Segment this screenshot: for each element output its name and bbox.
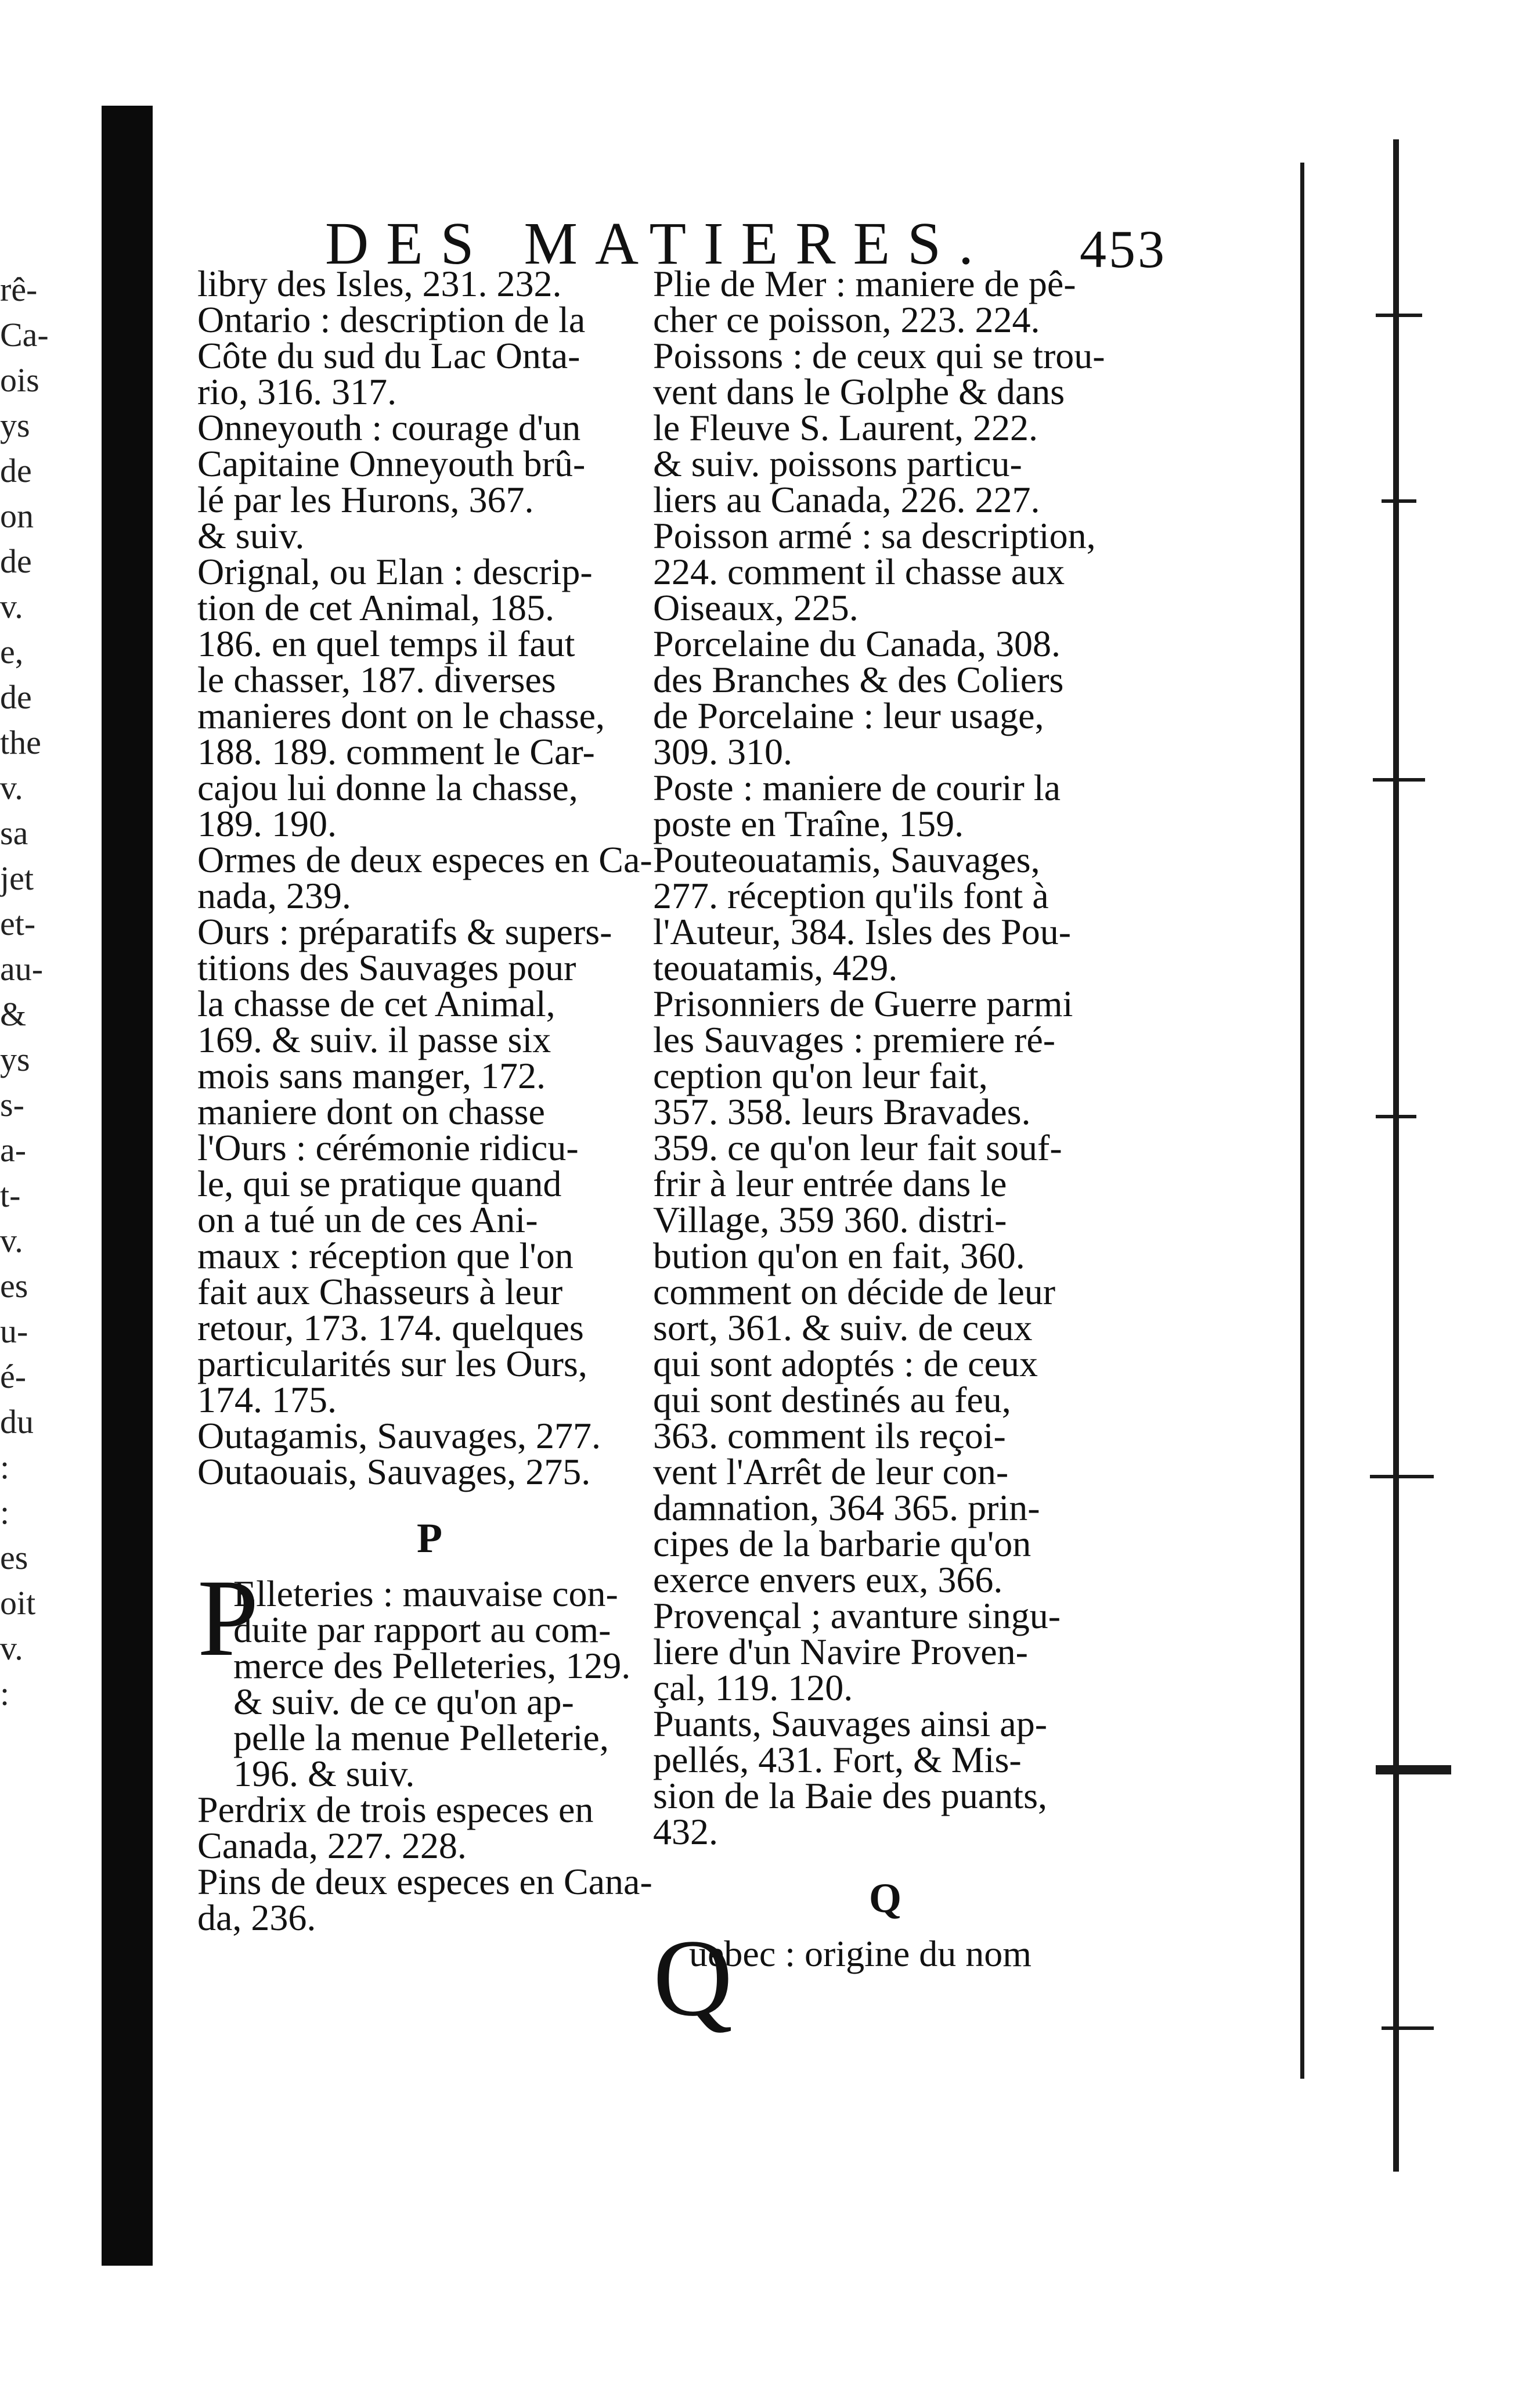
dropcap-entry <box>653 1917 1117 2039</box>
index-column-left <box>197 263 662 1938</box>
index-entry <box>653 623 1117 772</box>
entry-line: libry des Isles, 231. 232. <box>197 263 562 304</box>
edge-fragment: v. <box>0 588 23 625</box>
entry-line: l'Auteur, 384. Isles des Pou- <box>653 911 1071 952</box>
index-entry <box>197 1789 662 1866</box>
index-entry <box>653 839 1117 988</box>
entry-line: Puants, Sauvages ainsi ap- <box>653 1703 1047 1744</box>
index-entry <box>653 335 1117 520</box>
entry-line: damnation, 364 365. prin- <box>653 1487 1040 1528</box>
entry-line: Porcelaine du Canada, 308. <box>653 623 1061 664</box>
entry-line: Outagamis, Sauvages, 277. <box>197 1415 601 1456</box>
entry-line: 359. ce qu'on leur fait souf- <box>653 1127 1062 1168</box>
drop-capital: P <box>197 1557 259 1679</box>
entry-line: Perdrix de trois especes en <box>197 1789 594 1830</box>
index-entry <box>197 1451 662 1492</box>
entry-line: teouatamis, 429. <box>653 947 898 988</box>
entry-line: nada, 239. <box>197 875 351 916</box>
edge-fragment: sa <box>0 814 28 852</box>
entry-line: bution qu'on en fait, 360. <box>653 1235 1025 1276</box>
page-edge-texture <box>1294 139 1515 2230</box>
entry-line: da, 236. <box>197 1897 316 1938</box>
entry-line: Elleteries : mauvaise con- <box>233 1573 618 1614</box>
index-entry <box>653 1703 1117 1852</box>
entry-line: les Sauvages : premiere ré- <box>653 1019 1056 1060</box>
entry-line: & suiv. de ce qu'on ap- <box>233 1681 574 1722</box>
entry-line: rio, 316. 317. <box>197 371 397 412</box>
index-entry <box>197 551 662 844</box>
entry-line: 363. comment ils reçoi- <box>653 1415 1006 1456</box>
entry-line: fait aux Chasseurs à leur <box>197 1271 563 1312</box>
entry-line: merce des Pelleteries, 129. <box>233 1645 631 1686</box>
entry-line: le chasser, 187. diverses <box>197 659 556 700</box>
entry-line: liers au Canada, 226. 227. <box>653 479 1040 520</box>
entry-line: Pins de deux especes en Cana- <box>197 1861 652 1902</box>
index-entry <box>653 1595 1117 1708</box>
edge-fragment: au- <box>0 950 44 988</box>
entry-line: Prisonniers de Guerre parmi <box>653 983 1073 1024</box>
entry-line: sort, 361. & suiv. de ceux <box>653 1307 1033 1348</box>
edge-fragment: t- <box>0 1176 21 1214</box>
drop-capital: Q <box>653 1917 733 2039</box>
binding-gutter <box>102 106 153 2266</box>
edge-fragment: ys <box>0 406 30 444</box>
entry-line: qui sont destinés au feu, <box>653 1379 1011 1420</box>
entry-line: vent l'Arrêt de leur con- <box>653 1451 1009 1492</box>
entry-line: Village, 359 360. distri- <box>653 1199 1007 1240</box>
section-letter: Q <box>868 1875 901 1921</box>
entry-line: mois sans manger, 172. <box>197 1055 546 1096</box>
entry-line: des Branches & des Coliers <box>653 659 1064 700</box>
entry-line: çal, 119. 120. <box>653 1667 853 1708</box>
entry-line: Orignal, ou Elan : descrip- <box>197 551 593 592</box>
entry-line: 189. 190. <box>197 803 337 844</box>
entry-line: & suiv. <box>197 515 305 556</box>
entry-line: le, qui se pratique quand <box>197 1163 562 1204</box>
entry-line: Plie de Mer : maniere de pê- <box>653 263 1076 304</box>
edge-fragment: Ca- <box>0 316 49 354</box>
index-entry <box>653 515 1117 628</box>
entry-line: tion de cet Animal, 185. <box>197 587 554 628</box>
edge-fragment: et- <box>0 905 36 942</box>
edge-fragment: é- <box>0 1358 27 1395</box>
entry-line: titions des Sauvages pour <box>197 947 576 988</box>
index-entry <box>653 263 1117 340</box>
edge-fragment: a- <box>0 1131 27 1169</box>
entry-line: Ontario : description de la <box>197 299 586 340</box>
entry-line: 309. 310. <box>653 731 792 772</box>
edge-fragment: on <box>0 497 34 535</box>
entry-line: lé par les Hurons, 367. <box>197 479 534 520</box>
edge-fragment: u- <box>0 1312 28 1350</box>
entry-line: Ormes de deux especes en Ca- <box>197 839 652 880</box>
entry-line: la chasse de cet Animal, <box>197 983 556 1024</box>
entry-line: 277. réception qu'ils font à <box>653 875 1049 916</box>
edge-fragment: v. <box>0 1222 23 1259</box>
index-entry <box>653 983 1117 1600</box>
edge-fragment: : <box>0 1448 10 1486</box>
edge-fragment: oit <box>0 1584 36 1622</box>
edge-fragment: jet <box>0 859 34 897</box>
entry-line: pelle la menue Pelleterie, <box>233 1717 609 1758</box>
edge-fragment: the <box>0 723 41 761</box>
index-entry <box>197 911 662 1420</box>
entry-line: particularités sur les Ours, <box>197 1343 587 1384</box>
entry-line: Outaouais, Sauvages, 275. <box>197 1451 591 1492</box>
entry-line: Onneyouth : courage d'un <box>197 407 581 448</box>
edge-fragment: : <box>0 1675 10 1712</box>
page-number: 453 <box>1080 219 1167 279</box>
entry-line: poste en Traîne, 159. <box>653 803 964 844</box>
entry-line: maniere dont on chasse <box>197 1091 545 1132</box>
entry-line: retour, 173. 174. quelques <box>197 1307 584 1348</box>
entry-line: on a tué un de ces Ani- <box>197 1199 538 1240</box>
entry-line: Canada, 227. 228. <box>197 1825 467 1866</box>
entry-line: pellés, 431. Fort, & Mis- <box>653 1739 1022 1780</box>
edge-fragment: e, <box>0 633 24 671</box>
entry-line: Capitaine Onneyouth brû- <box>197 443 586 484</box>
entry-line: sion de la Baie des puants, <box>653 1775 1047 1816</box>
entry-line: 357. 358. leurs Bravades. <box>653 1091 1031 1132</box>
index-entry <box>197 299 662 412</box>
entry-line: comment on décide de leur <box>653 1271 1056 1312</box>
dropcap-entry <box>197 1557 662 1794</box>
entry-line: Pouteouatamis, Sauvages, <box>653 839 1040 880</box>
entry-line: l'Ours : cérémonie ridicu- <box>197 1127 579 1168</box>
entry-line: duite par rapport au com- <box>233 1609 611 1650</box>
edge-fragment: s- <box>0 1086 24 1124</box>
entry-line: vent dans le Golphe & dans <box>653 371 1065 412</box>
section-letter: P <box>417 1515 442 1561</box>
entry-line: liere d'un Navire Proven- <box>653 1631 1028 1672</box>
index-entry <box>197 1415 662 1456</box>
entry-line: 174. 175. <box>197 1379 337 1420</box>
entry-line: de Porcelaine : leur usage, <box>653 695 1044 736</box>
edge-fragment: de <box>0 452 32 489</box>
edge-fragment: rê- <box>0 271 38 308</box>
entry-line: Oiseaux, 225. <box>653 587 859 628</box>
entry-line: manieres dont on le chasse, <box>197 695 605 736</box>
edge-fragment: du <box>0 1403 34 1441</box>
entry-line: 432. <box>653 1811 718 1852</box>
entry-line: 196. & suiv. <box>233 1753 415 1794</box>
entry-line: 186. en quel temps il faut <box>197 623 575 664</box>
running-title: DES MATIERES. <box>325 210 991 277</box>
edge-fragment: de <box>0 678 32 716</box>
entry-line: uebec : origine du nom <box>689 1933 1032 1974</box>
entry-line: le Fleuve S. Laurent, 222. <box>653 407 1038 448</box>
edge-fragment: de <box>0 542 32 580</box>
entry-line: Ours : préparatifs & supers- <box>197 911 612 952</box>
edge-fragment: es <box>0 1539 28 1576</box>
edge-fragment: : <box>0 1493 10 1531</box>
entry-line: 188. 189. comment le Car- <box>197 731 595 772</box>
index-column-right <box>653 263 1117 2039</box>
index-entry <box>197 407 662 556</box>
entry-line: cher ce poisson, 223. 224. <box>653 299 1040 340</box>
entry-line: Provençal ; avanture singu- <box>653 1595 1061 1636</box>
edge-fragment: ys <box>0 1041 30 1078</box>
entry-line: qui sont adoptés : de ceux <box>653 1343 1038 1384</box>
entry-line: Côte du sud du Lac Onta- <box>197 335 580 376</box>
index-entry <box>653 767 1117 844</box>
index-entry <box>197 1861 662 1938</box>
entry-line: Poissons : de ceux qui se trou- <box>653 335 1105 376</box>
entry-line: ception qu'on leur fait, <box>653 1055 988 1096</box>
entry-line: cajou lui donne la chasse, <box>197 767 578 808</box>
entry-line: exerce envers eux, 366. <box>653 1559 1003 1600</box>
edge-fragment: v. <box>0 1629 23 1667</box>
index-entry <box>197 839 662 916</box>
edge-fragment: & <box>0 995 27 1033</box>
edge-fragment: v. <box>0 769 23 807</box>
entry-line: 224. comment il chasse aux <box>653 551 1065 592</box>
entry-line: frir à leur entrée dans le <box>653 1163 1007 1204</box>
edge-fragment: ois <box>0 361 39 399</box>
entry-line: maux : réception que l'on <box>197 1235 574 1276</box>
index-entry <box>197 263 662 304</box>
entry-line: 169. & suiv. il passe six <box>197 1019 551 1060</box>
entry-line: Poisson armé : sa description, <box>653 515 1096 556</box>
edge-fragment: es <box>0 1267 28 1305</box>
entry-line: Poste : maniere de courir la <box>653 767 1061 808</box>
entry-line: cipes de la barbarie qu'on <box>653 1523 1032 1564</box>
entry-line: & suiv. poissons particu- <box>653 443 1022 484</box>
